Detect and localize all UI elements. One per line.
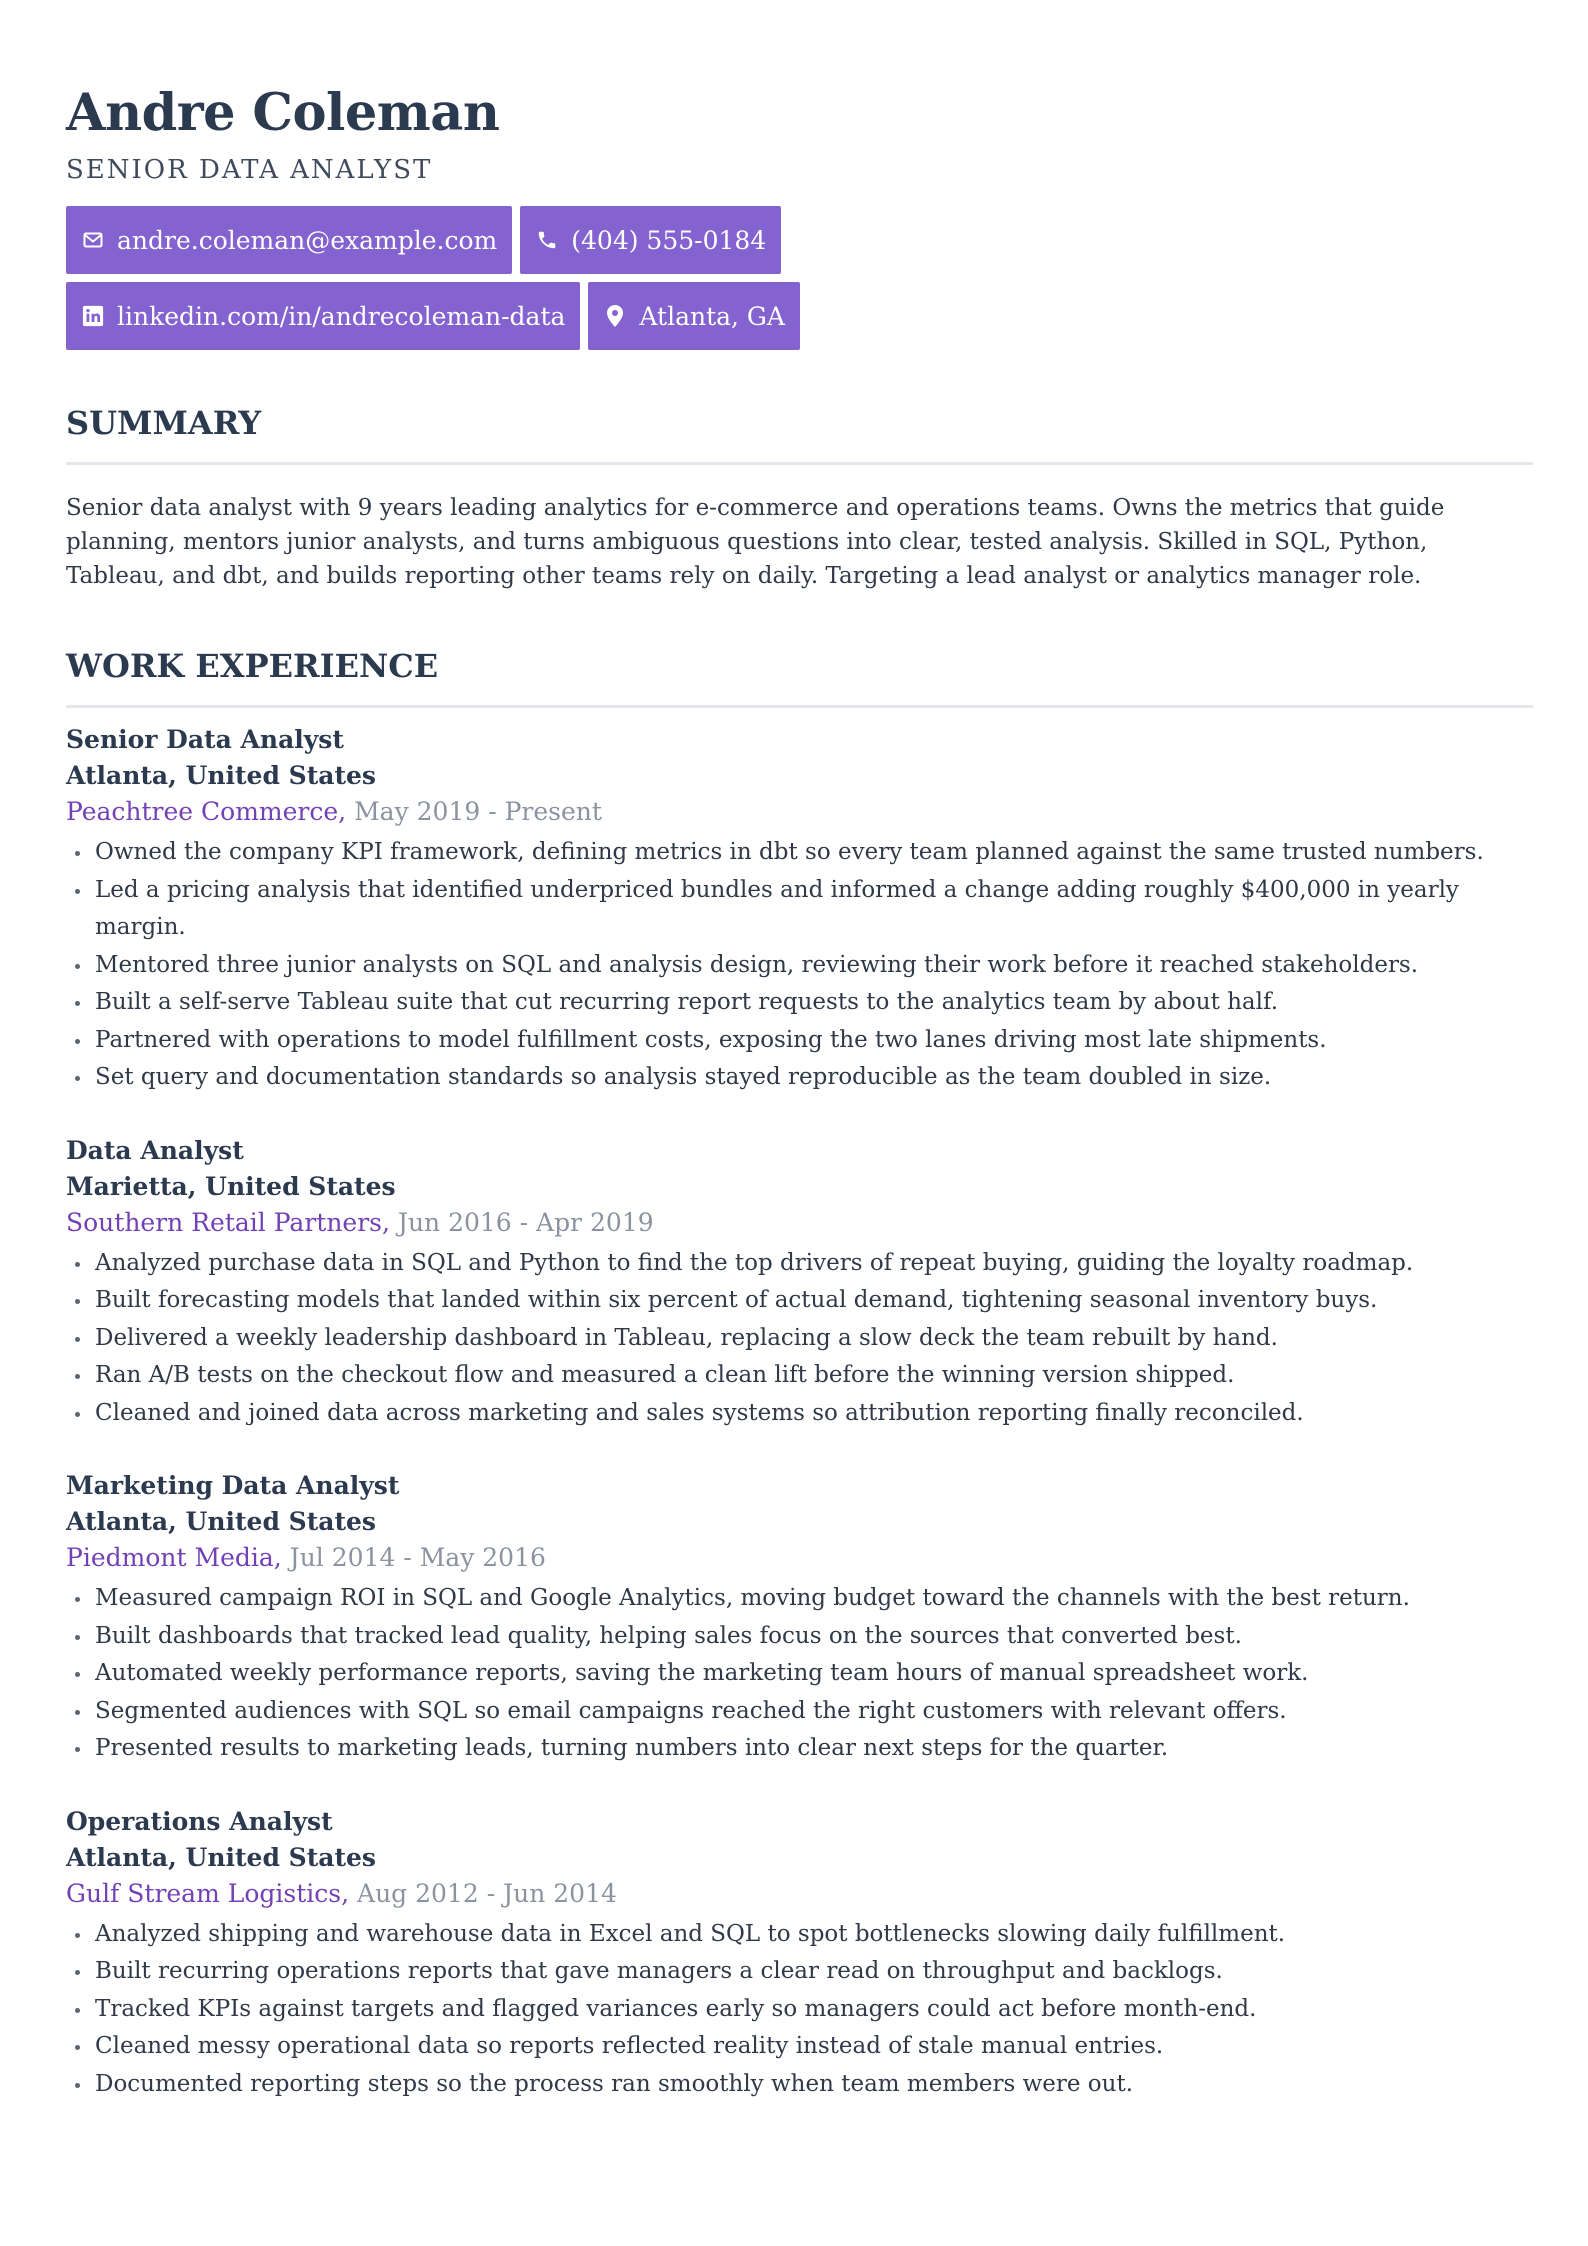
phone-text: (404) 555-0184 [571, 225, 767, 255]
location-chip[interactable] [588, 282, 800, 350]
summary-text: Senior data analyst with 9 years leading analytics for e-commerce and operations teams. Owns the metrics that guide planning, mentors junior analysts, and turns ambiguous questions into clear, tested analysis. Skilled in SQL, Python, Tableau, and dbt, and builds reporting other teams rely on daily. Targeting a lead analyst or analytics manager role. [66, 495, 1445, 589]
email-text: andre.coleman@example.com [117, 225, 498, 255]
job-dates: Jul 2014 - May 2016 [289, 1543, 546, 1572]
job-meta: Piedmont Media, Jul 2014 - May 2016 [66, 1543, 546, 1572]
job-bullet: Cleaned and joined data across marketing and sales systems so attribution reporting finally reconciled. [66, 1395, 1533, 1433]
job-bullets [66, 1916, 1533, 2104]
job-entry [66, 722, 1533, 1097]
job-bullets [66, 1580, 1533, 1768]
envelope-icon [81, 228, 105, 252]
job-bullet: Mentored three junior analysts on SQL and analysis design, reviewing their work before it reached stakeholders. [66, 947, 1533, 985]
linkedin-icon [81, 304, 105, 328]
location-text: Atlanta, GA [639, 301, 785, 331]
phone-icon [535, 228, 559, 252]
job-bullet: Tracked KPIs against targets and flagged variances early so managers could act before month-end. [66, 1991, 1533, 2029]
job-dates: Jun 2016 - Apr 2019 [397, 1207, 654, 1237]
contact-row [66, 282, 1046, 350]
job-bullets [66, 1245, 1533, 1433]
job-bullet: Delivered a weekly leadership dashboard in Tableau, replacing a slow deck the team rebuilt by hand. [66, 1320, 1533, 1358]
email-chip[interactable] [66, 206, 512, 274]
job-title: Senior Data Analyst [66, 725, 344, 754]
job-bullet: Analyzed purchase data in SQL and Python to find the top drivers of repeat buying, guiding the loyalty roadmap. [66, 1245, 1533, 1283]
phone-chip[interactable] [520, 206, 781, 274]
job-location: Marietta, United States [66, 1171, 396, 1201]
linkedin-chip[interactable] [66, 282, 580, 350]
job-title: Marketing Data Analyst [66, 1471, 400, 1500]
job-bullet: Cleaned messy operational data so reports reflected reality instead of stale manual entries. [66, 2028, 1533, 2066]
job-bullet: Segmented audiences with SQL so email campaigns reached the right customers with relevant offers. [66, 1693, 1533, 1731]
company-name: Gulf Stream Logistics [66, 1878, 342, 1908]
job-location: Atlanta, United States [66, 1507, 376, 1536]
job-location: Atlanta, United States [66, 1842, 376, 1872]
company-name: Southern Retail Partners [66, 1207, 383, 1237]
job-title: Operations Analyst [66, 1806, 333, 1836]
job-meta: Gulf Stream Logistics, Aug 2012 - Jun 2014 [66, 1878, 617, 1908]
resume-header [66, 78, 1533, 188]
job-bullet: Built forecasting models that landed within six percent of actual demand, tightening seasonal inventory buys. [66, 1282, 1533, 1320]
job-location: Atlanta, United States [66, 761, 376, 790]
company-name: Piedmont Media [66, 1543, 274, 1572]
summary-section [66, 402, 1533, 593]
job-dates: May 2019 - Present [354, 797, 602, 826]
section-divider [66, 462, 1533, 465]
job-meta: Southern Retail Partners, Jun 2016 - Apr 2019 [66, 1207, 654, 1237]
candidate-title: SENIOR DATA ANALYST [66, 155, 433, 185]
job-bullet: Documented reporting steps so the process ran smoothly when team members were out. [66, 2066, 1533, 2104]
job-bullet: Set query and documentation standards so analysis stayed reproducible as the team doubled in size. [66, 1059, 1533, 1097]
contact-chips [66, 206, 1046, 350]
summary-heading: SUMMARY [66, 404, 262, 442]
job-dates: Aug 2012 - Jun 2014 [357, 1878, 617, 1908]
job-entry [66, 1804, 1533, 2104]
company-name: Peachtree Commerce [66, 797, 339, 826]
job-bullet: Built recurring operations reports that gave managers a clear read on throughput and backlogs. [66, 1953, 1533, 1991]
job-bullet: Presented results to marketing leads, turning numbers into clear next steps for the quarter. [66, 1730, 1533, 1768]
map-pin-icon [603, 304, 627, 328]
linkedin-text: linkedin.com/in/andrecoleman-data [117, 301, 566, 331]
experience-heading: WORK EXPERIENCE [66, 647, 439, 685]
job-title: Data Analyst [66, 1135, 244, 1165]
job-bullet: Automated weekly performance reports, saving the marketing team hours of manual spreadsheet work. [66, 1655, 1533, 1693]
job-bullet: Built a self-serve Tableau suite that cut recurring report requests to the analytics team by about half. [66, 984, 1533, 1022]
job-entry [66, 1133, 1533, 1433]
experience-section [66, 645, 1533, 2103]
job-bullet: Analyzed shipping and warehouse data in Excel and SQL to spot bottlenecks slowing daily fulfillment. [66, 1916, 1533, 1954]
job-bullet: Led a pricing analysis that identified underpriced bundles and informed a change adding roughly $400,000 in yearly margin. [66, 872, 1533, 947]
job-bullet: Partnered with operations to model fulfillment costs, exposing the two lanes driving most late shipments. [66, 1022, 1533, 1060]
contact-row [66, 206, 1046, 274]
job-meta: Peachtree Commerce, May 2019 - Present [66, 797, 602, 826]
candidate-name: Andre Coleman [66, 83, 500, 143]
job-bullets [66, 834, 1533, 1097]
job-bullet: Measured campaign ROI in SQL and Google Analytics, moving budget toward the channels with the best return. [66, 1580, 1533, 1618]
job-bullet: Built dashboards that tracked lead quality, helping sales focus on the sources that converted best. [66, 1618, 1533, 1656]
job-bullet: Ran A/B tests on the checkout flow and measured a clean lift before the winning version shipped. [66, 1357, 1533, 1395]
job-bullet: Owned the company KPI framework, defining metrics in dbt so every team planned against the same trusted numbers. [66, 834, 1533, 872]
section-divider [66, 705, 1533, 708]
job-entry [66, 1468, 1533, 1768]
